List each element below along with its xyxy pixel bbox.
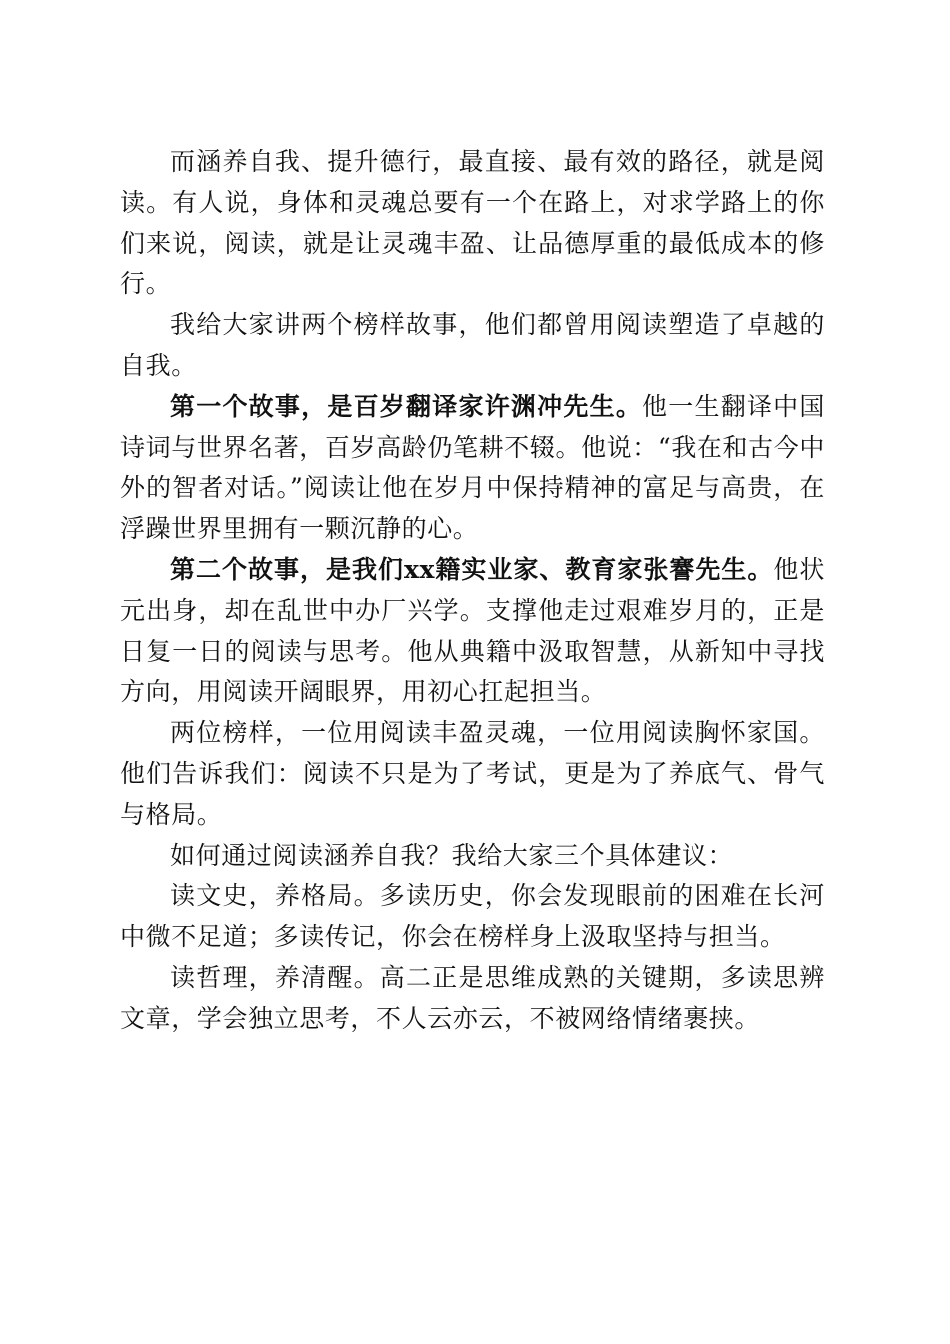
paragraph-text: 读文史，养格局。多读历史，你会发现眼前的困难在长河中微不足道；多读传记，你会在榜样身上汲取坚持与担当。 [120,881,825,952]
paragraph-text: 而涵养自我、提升德行，最直接、最有效的路径，就是阅读。有人说，身体和灵魂总要有一个在路上，对求学路上的你们来说，阅读，就是让灵魂丰盈、让品德厚重的最低成本的修行。 [120,147,825,299]
paragraph-2 [120,305,825,387]
paragraph-text: 两位榜样，一位用阅读丰盈灵魂，一位用阅读胸怀家国。他们告诉我们：阅读不只是为了考试，更是为了养底气、骨气与格局。 [120,718,825,829]
paragraph-5 [120,713,825,835]
paragraph-text: 他状元出身，却在乱世中办厂兴学。支撑他走过艰难岁月的，正是日复一日的阅读与思考。他从典籍中汲取智慧，从新知中寻找方向，用阅读开阔眼界，用初心扛起担当。 [120,554,825,707]
paragraph-1 [120,142,825,305]
paragraph-8 [120,958,825,1040]
paragraph-text: 我给大家讲两个榜样故事，他们都曾用阅读塑造了卓越的自我。 [120,310,825,380]
paragraph-6 [120,836,825,877]
paragraph-text: 如何通过阅读涵养自我？我给大家三个具体建议： [170,840,734,870]
paragraph-3 [120,387,825,550]
paragraph-7 [120,876,825,958]
paragraph-4 [120,550,825,713]
paragraph-lead-bold: 第一个故事，是百岁翻译家许渊冲先生。 [170,391,643,421]
document-body [120,142,825,1040]
paragraph-text: 读哲理，养清醒。高二正是思维成熟的关键期，多读思辨文章，学会独立思考，不人云亦云，不被网络情绪裹挟。 [120,962,825,1033]
paragraph-text: 他一生翻译中国诗词与世界名著，百岁高龄仍笔耕不辍。他说：“我在和古今中外的智者对话。”阅读让他在岁月中保持精神的富足与高贵，在浮躁世界里拥有一颗沉静的心。 [120,391,825,544]
paragraph-lead-bold: 第二个故事，是我们xx籍实业家、教育家张謇先生。 [170,554,774,584]
